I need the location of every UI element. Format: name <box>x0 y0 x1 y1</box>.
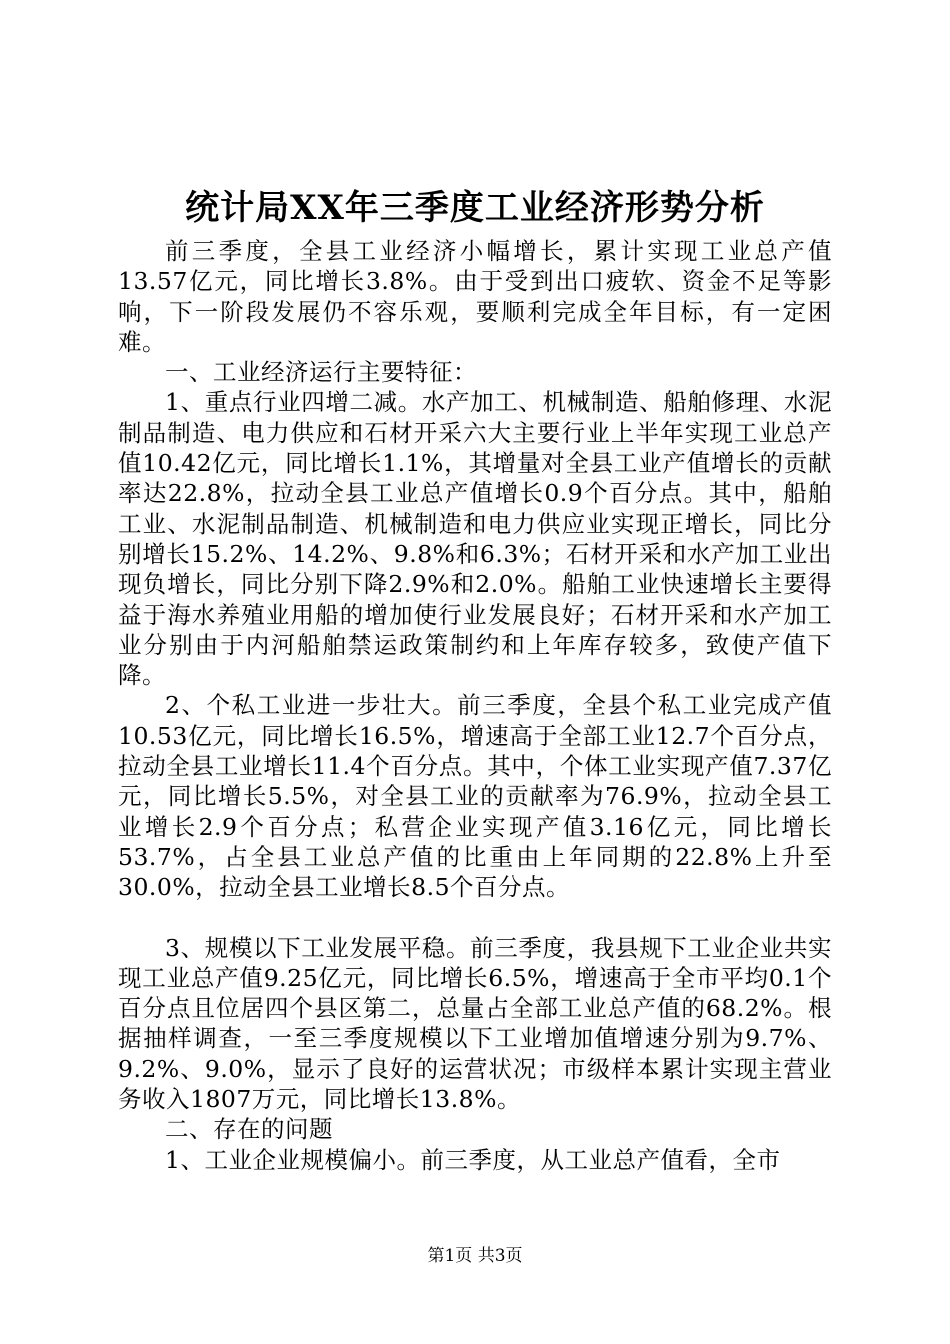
section-heading-features: 一、工业经济运行主要特征： <box>165 358 477 387</box>
paragraph-private-industry: 2、个私工业进一步壮大。前三季度，全县个私工业完成产值10.53亿元，同比增长16.5%，增速高于全部工业12.7个百分点，拉动全县工业增长11.4个百分点。其中，个体工业实现产值7.37亿元，同比增长5.5%，对全县工业的贡献率为76.9%，拉动全县工业增长2.9个百分点；私营企业实现产值3.16亿元，同比增长53.7%，占全县工业总产值的比重由上年同期的22.8%上升至30.0%，拉动全县工业增长8.5个百分点。 <box>118 691 832 902</box>
paragraph-small-scale-industry: 3、规模以下工业发展平稳。前三季度，我县规下工业企业共实现工业总产值9.25亿元，同比增长6.5%，增速高于全市平均0.1个百分点且位居四个县区第二，总量占全部工业总产值的68.2%。根据抽样调查，一至三季度规模以下工业增加值增速分别为9.7%、9.2%、9.0%，显示了良好的运营状况；市级样本累计实现主营业务收入1807万元，同比增长13.8%。 <box>118 933 832 1114</box>
paragraph-enterprise-scale: 1、工业企业规模偏小。前三季度，从工业总产值看，全市 <box>165 1145 781 1174</box>
document-title: 统计局XX年三季度工业经济形势分析 <box>185 188 765 228</box>
document-body <box>118 236 832 1175</box>
section-heading-problems: 二、存在的问题 <box>165 1115 333 1144</box>
page-footer: 第1页 共3页 <box>427 1246 523 1266</box>
paragraph-key-industries: 1、重点行业四增二减。水产加工、机械制造、船舶修理、水泥制品制造、电力供应和石材开采六大主要行业上半年实现工业总产值10.42亿元，同比增长1.1%，其增量对全县工业产值增长的贡献率达22.8%，拉动全县工业总产值增长0.9个百分点。其中，船舶工业、水泥制品制造、机械制造和电力供应业实现正增长，同比分别增长15.2%、14.2%、9.8%和6.3%；石材开采和水产加工业出现负增长，同比分别下降2.9%和2.0%。船舶工业快速增长主要得益于海水养殖业用船的增加使行业发展良好；石材开采和水产加工业分别由于内河船舶禁运政策制约和上年库存较多，致使产值下降。 <box>118 388 832 690</box>
paragraph-intro: 前三季度，全县工业经济小幅增长，累计实现工业总产值13.57亿元，同比增长3.8%。由于受到出口疲软、资金不足等影响，下一阶段发展仍不容乐观，要顺利完成全年目标，有一定困难。 <box>118 237 832 356</box>
